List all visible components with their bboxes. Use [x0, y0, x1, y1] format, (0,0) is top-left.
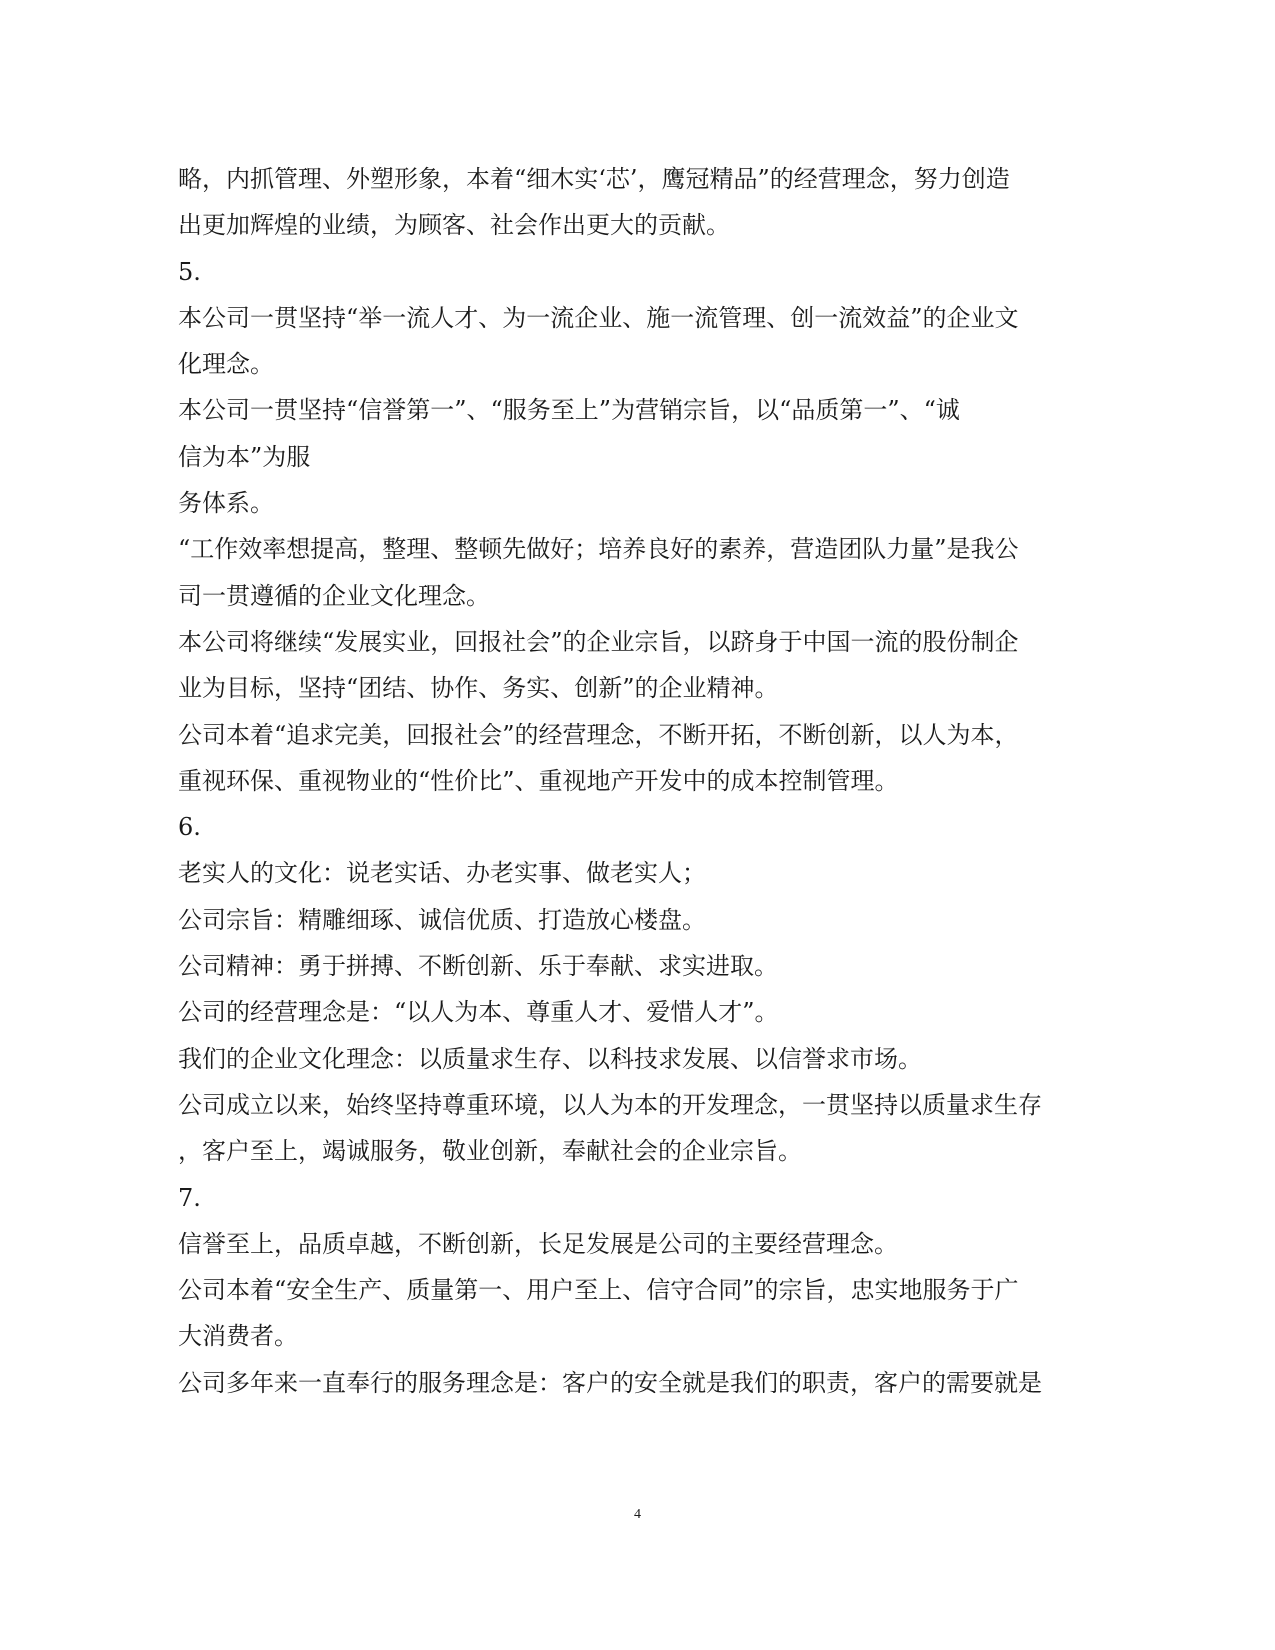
- text-line: 略，内抓管理、外塑形象，本着“细木实‘芯’，鹰冠精品”的经营理念，努力创造: [178, 165, 1010, 193]
- section-number: 6.: [178, 813, 201, 842]
- text-line: 出更加辉煌的业绩，为顾客、社会作出更大的贡献。: [178, 211, 730, 240]
- text-line: 老实人的文化：说老实话、办老实事、做老实人；: [178, 859, 706, 888]
- text-line: ，客户至上，竭诚服务，敬业创新，奉献社会的企业宗旨。: [178, 1137, 802, 1166]
- text-line: 本公司将继续“发展实业，回报社会”的企业宗旨，以跻身于中国一流的股份制企: [178, 627, 1019, 656]
- text-line: 公司宗旨：精雕细琢、诚信优质、打造放心楼盘。: [178, 905, 706, 934]
- text-line: 公司精神：勇于拼搏、不断创新、乐于奉献、求实进取。: [178, 952, 778, 981]
- text-line: 化理念。: [178, 350, 274, 379]
- text-line: 公司本着“安全生产、质量第一、用户至上、信守合同”的宗旨，忠实地服务于广: [178, 1276, 1019, 1305]
- text-line: 业为目标，坚持“团结、协作、务实、创新”的企业精神。: [178, 674, 779, 703]
- text-line: 信誉至上，品质卓越，不断创新，长足发展是公司的主要经营理念。: [178, 1229, 898, 1258]
- text-line: 公司多年来一直奉行的服务理念是：客户的安全就是我们的职责，客户的需要就是: [178, 1368, 1042, 1397]
- page-number: 4: [634, 1507, 641, 1522]
- text-line: 公司成立以来，始终坚持尊重环境，以人为本的开发理念，一贯坚持以质量求生存: [178, 1090, 1042, 1119]
- text-line: 司一贯遵循的企业文化理念。: [178, 581, 490, 610]
- document-body: [178, 156, 1048, 1406]
- text-line: 公司本着“追求完美，回报社会”的经营理念，不断开拓，不断创新，以人为本，: [178, 720, 1019, 749]
- text-line: 重视环保、重视物业的“性价比”、重视地产开发中的成本控制管理。: [178, 766, 899, 795]
- section-number: 7.: [178, 1183, 201, 1212]
- text-line: 我们的企业文化理念：以质量求生存、以科技求发展、以信誉求市场。: [178, 1044, 922, 1073]
- text-line: “工作效率想提高，整理、整顿先做好；培养良好的素养，营造团队力量”是我公: [178, 535, 1019, 564]
- text-line: 大消费者。: [178, 1322, 298, 1351]
- section-number: 5.: [178, 257, 201, 286]
- text-line: 务体系。: [178, 489, 274, 518]
- text-line: 信为本”为服: [178, 442, 311, 471]
- text-line: 本公司一贯坚持“信誉第一”、“服务至上”为营销宗旨，以“品质第一”、“诚: [178, 396, 960, 425]
- text-line: 本公司一贯坚持“举一流人才、为一流企业、施一流管理、创一流效益”的企业文: [178, 303, 1019, 332]
- text-line: 公司的经营理念是：“以人为本、尊重人才、爱惜人才”。: [178, 998, 779, 1027]
